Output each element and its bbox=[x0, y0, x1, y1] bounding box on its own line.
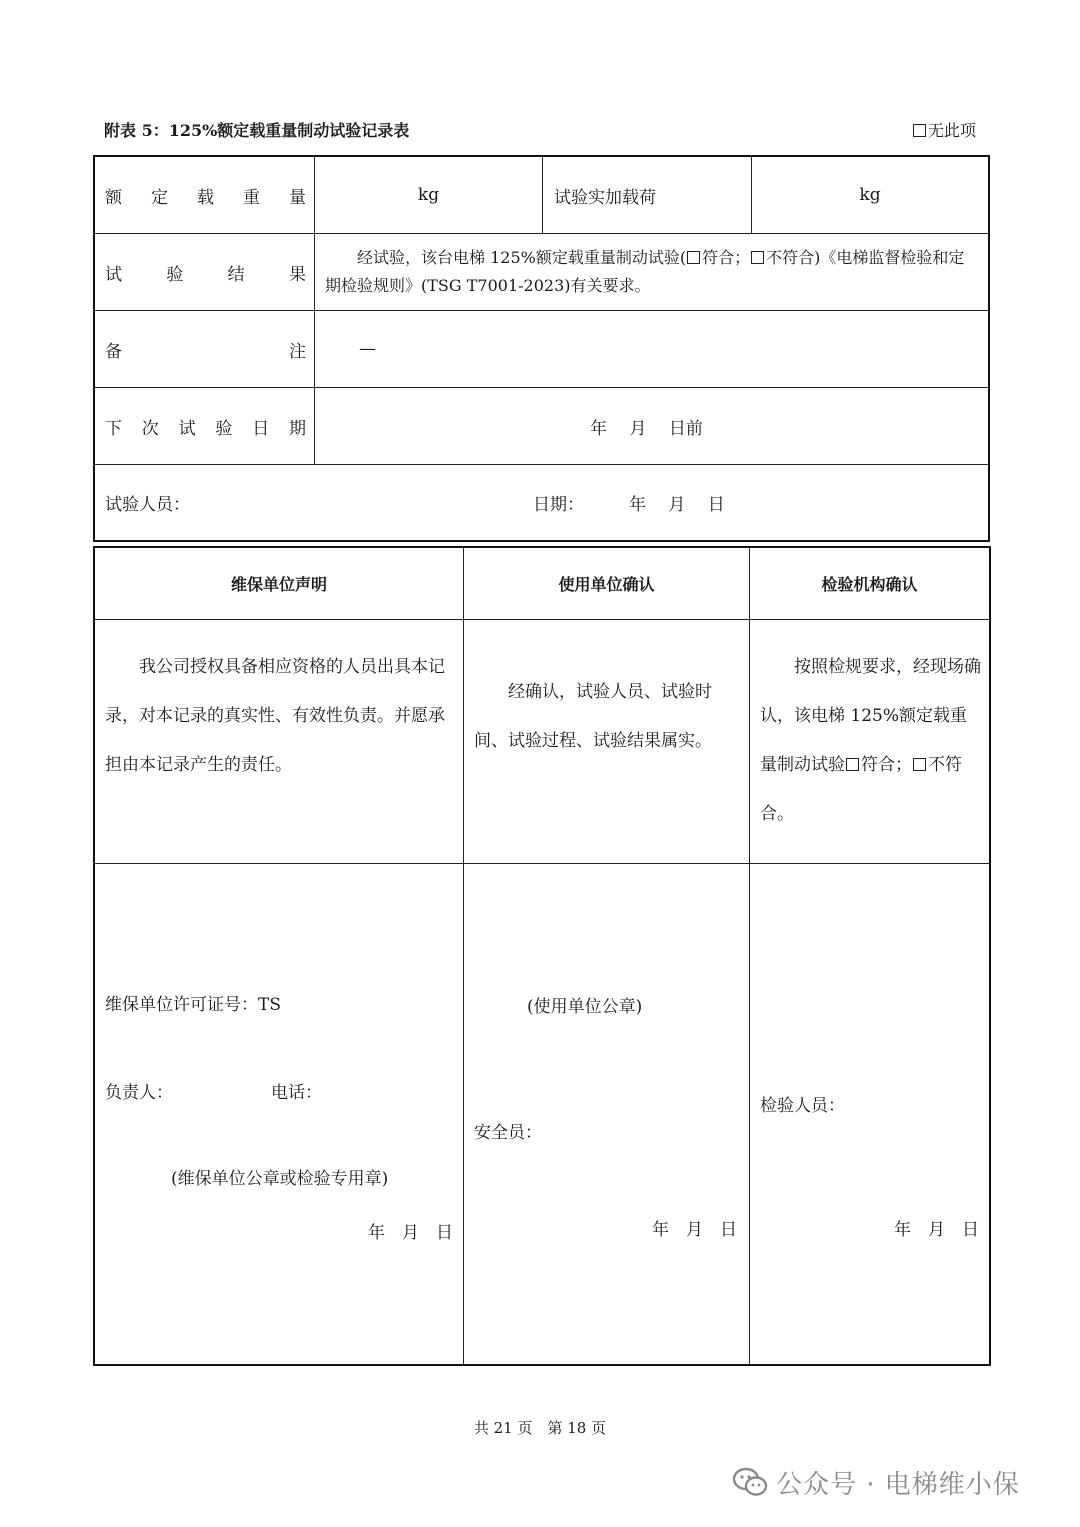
nonconform-checkbox-icon[interactable] bbox=[751, 251, 764, 264]
user-seal: (使用单位公章) bbox=[527, 997, 643, 1017]
inspection-declaration-cell bbox=[750, 620, 989, 864]
safety-officer-label: 安全员： bbox=[474, 1123, 542, 1143]
maintenance-seal: (维保单位公章或检验专用章) bbox=[171, 1169, 389, 1189]
phone-label: 电话： bbox=[271, 1083, 322, 1103]
user-sign-cell bbox=[464, 864, 749, 1364]
inspector-label: 检验人员： bbox=[760, 1096, 845, 1116]
maintenance-declaration-cell bbox=[95, 620, 463, 864]
checkbox-icon[interactable] bbox=[913, 124, 926, 137]
result-row bbox=[95, 234, 988, 311]
next-date-row bbox=[95, 388, 988, 465]
page-header bbox=[104, 116, 976, 142]
user-declaration-cell bbox=[464, 620, 749, 864]
remark-row bbox=[95, 311, 988, 388]
date-label: 日期： bbox=[533, 495, 584, 515]
rated-load-row bbox=[95, 157, 988, 234]
maintenance-header: 维保单位声明 bbox=[95, 548, 463, 620]
test-record-table bbox=[93, 155, 990, 542]
result-value-cell bbox=[315, 234, 988, 310]
result-text: 经试验，该台电梯 125%额定载重量制动试验( 符合； 不符合)《电梯监督检验和定期检验规则》(TSG T7001-2023)有关要求。 bbox=[325, 248, 965, 295]
user-column bbox=[464, 548, 750, 1364]
watermark bbox=[732, 1462, 1020, 1502]
confirmation-table bbox=[93, 546, 991, 1366]
test-load-unit: kg bbox=[859, 185, 881, 205]
result-label: 试 验 结 果 bbox=[105, 264, 306, 285]
inspection-nonconform-checkbox-icon[interactable] bbox=[913, 758, 926, 771]
watermark-text: 公众号 · 电梯维小保 bbox=[776, 1469, 1020, 1500]
inspection-sign-cell bbox=[750, 864, 989, 1364]
next-date-value-cell[interactable] bbox=[315, 388, 988, 464]
inspection-date: 年 月 日 bbox=[894, 1220, 979, 1240]
test-load-value-cell[interactable] bbox=[752, 157, 988, 233]
inspection-header: 检验机构确认 bbox=[750, 548, 989, 620]
next-date-label: 下 次 试 验 日 期 bbox=[105, 418, 306, 439]
remark-value-cell[interactable] bbox=[315, 311, 988, 387]
maintenance-date: 年 月 日 bbox=[368, 1223, 453, 1243]
wechat-icon bbox=[732, 1466, 768, 1498]
remark-label: 备 注 bbox=[105, 341, 306, 362]
maintenance-declaration: 我公司授权具备相应资格的人员出具本记录，对本记录的真实性、有效性负责。并愿承担由本记录产生的责任。 bbox=[105, 657, 445, 775]
rated-load-label: 额 定 载 重 量 bbox=[105, 187, 306, 208]
rated-load-value-cell[interactable] bbox=[315, 157, 543, 233]
inspection-conform-checkbox-icon[interactable] bbox=[846, 758, 859, 771]
remark-value: — bbox=[359, 339, 376, 359]
not-applicable-option[interactable] bbox=[912, 118, 976, 141]
user-declaration: 经确认，试验人员、试验时间、试验过程、试验结果属实。 bbox=[474, 682, 712, 751]
tester-row bbox=[95, 465, 988, 540]
tester-label: 试验人员： bbox=[105, 495, 190, 515]
test-load-label-cell bbox=[543, 157, 752, 233]
result-label-cell bbox=[95, 234, 315, 310]
rated-load-unit: kg bbox=[417, 185, 440, 205]
user-date: 年 月 日 bbox=[652, 1220, 737, 1240]
maintenance-column bbox=[95, 548, 464, 1364]
remark-label-cell bbox=[95, 311, 315, 387]
maintenance-sign-cell bbox=[95, 864, 463, 1364]
conform-checkbox-icon[interactable] bbox=[687, 251, 700, 264]
person-label: 负责人： bbox=[105, 1083, 173, 1103]
inspection-column bbox=[750, 548, 989, 1364]
next-date-value: 年 月 日前 bbox=[590, 418, 703, 439]
rated-load-label-cell bbox=[95, 157, 315, 233]
date-value: 年 月 日 bbox=[629, 495, 725, 515]
license-label: 维保单位许可证号：TS bbox=[105, 995, 281, 1015]
page-footer: 共 21 页 第 18 页 bbox=[473, 1419, 607, 1437]
inspection-declaration: 按照检规要求，经现场确认，该电梯 125%额定载重量制动试验 符合； 不符合。 bbox=[760, 657, 981, 824]
page-title: 附表 5：125%额定载重量制动试验记录表 bbox=[104, 121, 410, 140]
test-load-label: 试验实加载荷 bbox=[554, 187, 656, 208]
user-header: 使用单位确认 bbox=[464, 548, 749, 620]
next-date-label-cell bbox=[95, 388, 315, 464]
not-applicable-label: 无此项 bbox=[927, 121, 976, 140]
